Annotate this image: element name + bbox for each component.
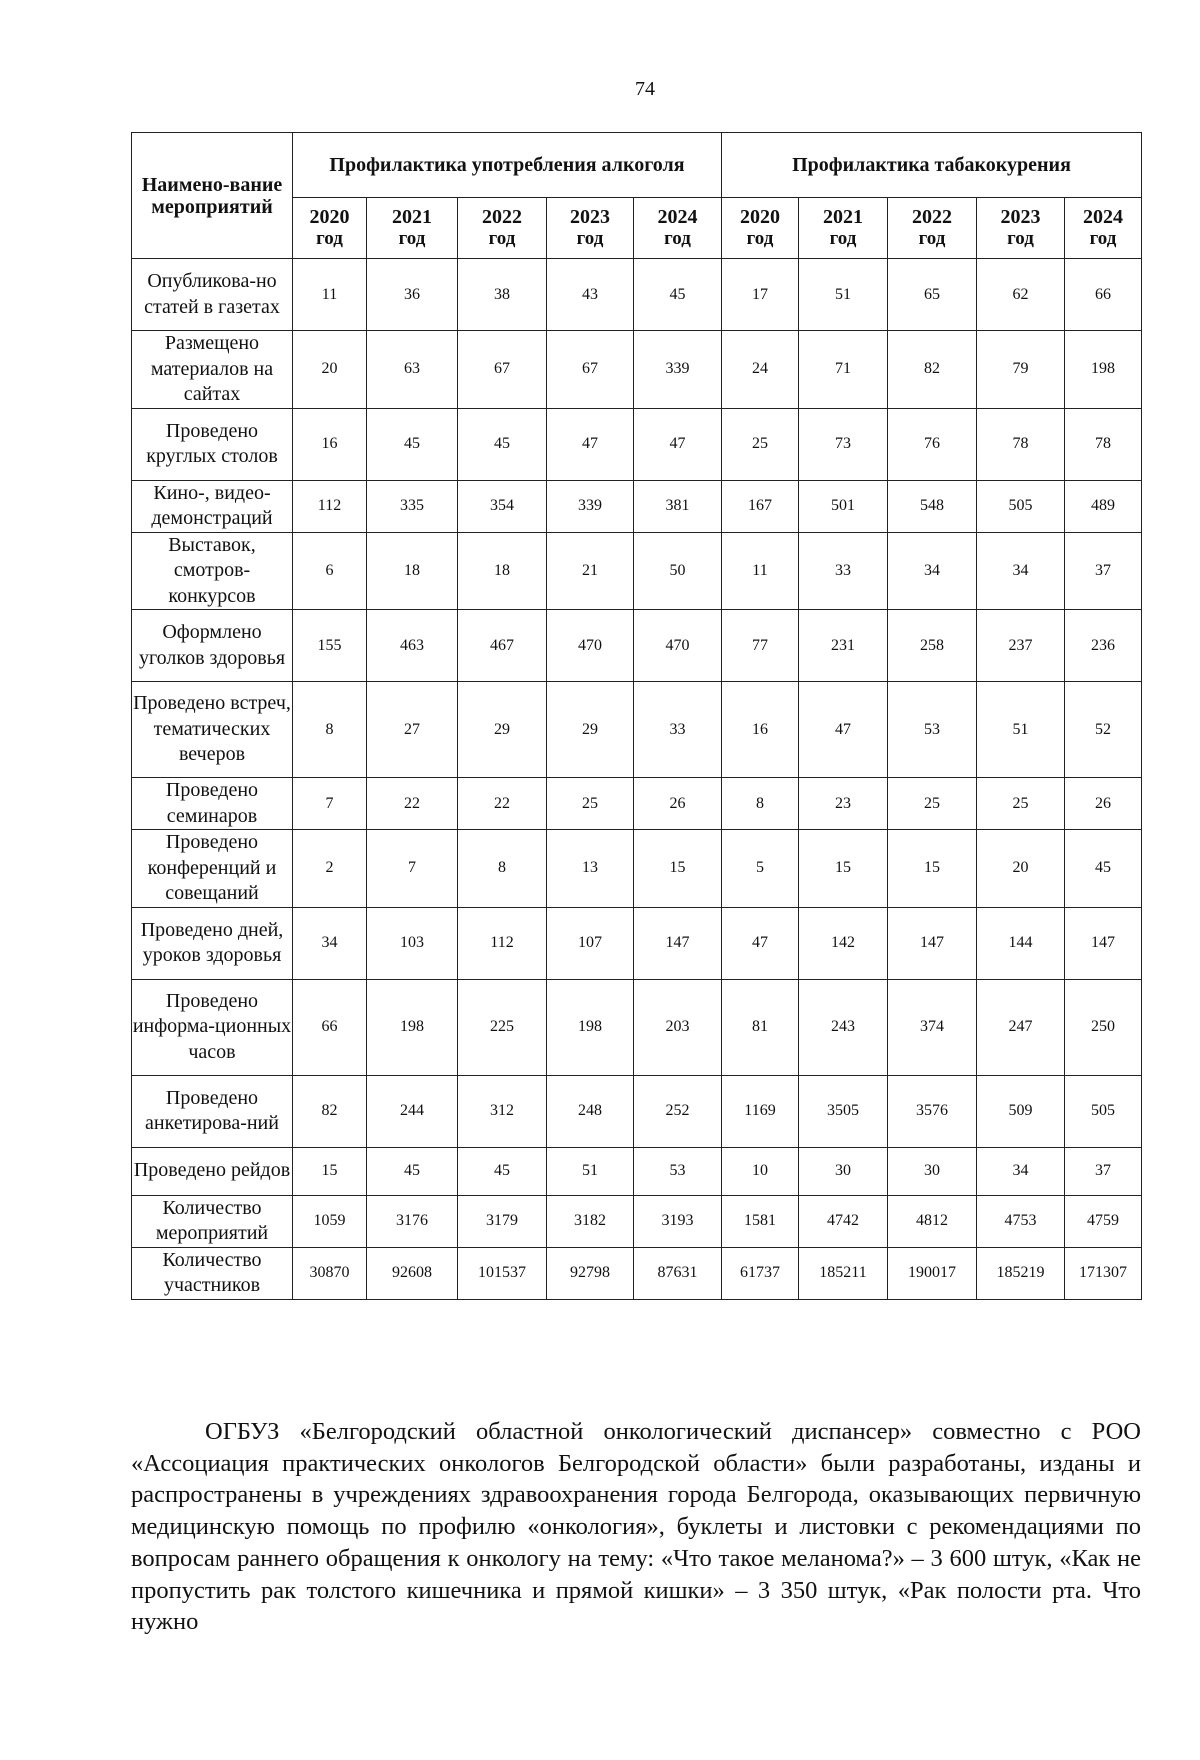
value-cell: 67	[547, 331, 634, 409]
value-cell: 312	[458, 1075, 547, 1147]
value-cell: 258	[888, 610, 977, 682]
value-cell: 467	[458, 610, 547, 682]
value-cell: 17	[722, 259, 799, 331]
table-row	[132, 1075, 1142, 1147]
year-header	[367, 198, 458, 259]
value-cell: 47	[547, 408, 634, 480]
year-header	[1065, 198, 1142, 259]
value-cell: 21	[547, 532, 634, 610]
value-cell: 43	[547, 259, 634, 331]
value-cell: 381	[634, 480, 722, 532]
value-cell: 47	[799, 682, 888, 778]
row-label: Опубликова-но статей в газетах	[132, 259, 293, 331]
value-cell: 236	[1065, 610, 1142, 682]
year-suffix: год	[829, 228, 857, 249]
value-cell: 45	[367, 408, 458, 480]
value-cell: 250	[1065, 979, 1142, 1075]
value-cell: 18	[367, 532, 458, 610]
value-cell: 252	[634, 1075, 722, 1147]
value-cell: 3193	[634, 1195, 722, 1247]
year-suffix: год	[664, 228, 691, 249]
year-header	[977, 198, 1065, 259]
table-row	[132, 408, 1142, 480]
value-cell: 71	[799, 331, 888, 409]
year-suffix: год	[918, 228, 946, 249]
value-cell: 34	[888, 532, 977, 610]
value-cell: 103	[367, 907, 458, 979]
value-cell: 37	[1065, 532, 1142, 610]
row-label: Проведено круглых столов	[132, 408, 293, 480]
value-cell: 171307	[1065, 1247, 1142, 1299]
value-cell: 62	[977, 259, 1065, 331]
value-cell: 505	[977, 480, 1065, 532]
year-value: 2022	[482, 206, 522, 228]
value-cell: 8	[458, 830, 547, 908]
value-cell: 147	[1065, 907, 1142, 979]
value-cell: 18	[458, 532, 547, 610]
table-row	[132, 331, 1142, 409]
value-cell: 13	[547, 830, 634, 908]
value-cell: 190017	[888, 1247, 977, 1299]
table-body	[132, 259, 1142, 1300]
value-cell: 354	[458, 480, 547, 532]
value-cell: 112	[458, 907, 547, 979]
value-cell: 25	[547, 778, 634, 830]
row-label: Выставок, смотров-конкурсов	[132, 532, 293, 610]
row-label: Количество мероприятий	[132, 1195, 293, 1247]
value-cell: 25	[722, 408, 799, 480]
value-cell: 185219	[977, 1247, 1065, 1299]
value-cell: 167	[722, 480, 799, 532]
value-cell: 73	[799, 408, 888, 480]
value-cell: 92798	[547, 1247, 634, 1299]
table-row	[132, 682, 1142, 778]
value-cell: 6	[293, 532, 367, 610]
year-value: 2022	[912, 206, 952, 228]
value-cell: 33	[634, 682, 722, 778]
table-row	[132, 830, 1142, 908]
value-cell: 244	[367, 1075, 458, 1147]
year-suffix: год	[746, 228, 774, 249]
value-cell: 4753	[977, 1195, 1065, 1247]
year-value: 2021	[823, 206, 863, 228]
year-suffix: год	[398, 228, 426, 249]
year-suffix: год	[1089, 228, 1117, 249]
value-cell: 231	[799, 610, 888, 682]
value-cell: 15	[634, 830, 722, 908]
value-cell: 3505	[799, 1075, 888, 1147]
value-cell: 45	[458, 408, 547, 480]
value-cell: 23	[799, 778, 888, 830]
value-cell: 25	[888, 778, 977, 830]
value-cell: 45	[634, 259, 722, 331]
value-cell: 2	[293, 830, 367, 908]
value-cell: 34	[977, 1147, 1065, 1195]
value-cell: 3182	[547, 1195, 634, 1247]
value-cell: 11	[293, 259, 367, 331]
value-cell: 29	[458, 682, 547, 778]
value-cell: 82	[888, 331, 977, 409]
value-cell: 509	[977, 1075, 1065, 1147]
value-cell: 3576	[888, 1075, 977, 1147]
value-cell: 20	[293, 331, 367, 409]
year-value: 2020	[309, 206, 350, 228]
value-cell: 112	[293, 480, 367, 532]
value-cell: 34	[293, 907, 367, 979]
year-header	[634, 198, 722, 259]
tobacco-group-header: Профилактика табакокурения	[722, 133, 1142, 198]
value-cell: 87631	[634, 1247, 722, 1299]
value-cell: 335	[367, 480, 458, 532]
row-label: Проведено встреч, тематических вечеров	[132, 682, 293, 778]
value-cell: 82	[293, 1075, 367, 1147]
value-cell: 4812	[888, 1195, 977, 1247]
row-label: Проведено семинаров	[132, 778, 293, 830]
value-cell: 374	[888, 979, 977, 1075]
year-header	[888, 198, 977, 259]
row-label: Кино-, видео-демонстраций	[132, 480, 293, 532]
value-cell: 7	[367, 830, 458, 908]
value-cell: 53	[888, 682, 977, 778]
row-label: Количество участников	[132, 1247, 293, 1299]
value-cell: 15	[799, 830, 888, 908]
table-row	[132, 259, 1142, 331]
value-cell: 30870	[293, 1247, 367, 1299]
value-cell: 185211	[799, 1247, 888, 1299]
year-header	[722, 198, 799, 259]
value-cell: 51	[799, 259, 888, 331]
row-label: Проведено конференций и совещаний	[132, 830, 293, 908]
year-suffix: год	[316, 228, 343, 249]
value-cell: 65	[888, 259, 977, 331]
value-cell: 247	[977, 979, 1065, 1075]
year-header	[458, 198, 547, 259]
table-row	[132, 1247, 1142, 1299]
name-column-header: Наимено-вание мероприятий	[132, 133, 293, 259]
value-cell: 16	[293, 408, 367, 480]
value-cell: 27	[367, 682, 458, 778]
value-cell: 198	[1065, 331, 1142, 409]
page-number: 74	[635, 78, 655, 100]
value-cell: 50	[634, 532, 722, 610]
value-cell: 45	[1065, 830, 1142, 908]
value-cell: 53	[634, 1147, 722, 1195]
value-cell: 470	[547, 610, 634, 682]
value-cell: 51	[977, 682, 1065, 778]
value-cell: 67	[458, 331, 547, 409]
value-cell: 1169	[722, 1075, 799, 1147]
table-row	[132, 480, 1142, 532]
value-cell: 78	[977, 408, 1065, 480]
year-suffix: год	[576, 228, 604, 249]
value-cell: 47	[722, 907, 799, 979]
row-label: Проведено анкетирова-ний	[132, 1075, 293, 1147]
value-cell: 155	[293, 610, 367, 682]
value-cell: 30	[799, 1147, 888, 1195]
row-label: Проведено дней, уроков здоровья	[132, 907, 293, 979]
value-cell: 4742	[799, 1195, 888, 1247]
value-cell: 63	[367, 331, 458, 409]
value-cell: 11	[722, 532, 799, 610]
value-cell: 142	[799, 907, 888, 979]
value-cell: 7	[293, 778, 367, 830]
value-cell: 76	[888, 408, 977, 480]
year-header	[799, 198, 888, 259]
year-value: 2020	[740, 206, 780, 228]
value-cell: 548	[888, 480, 977, 532]
value-cell: 339	[547, 480, 634, 532]
value-cell: 107	[547, 907, 634, 979]
value-cell: 22	[458, 778, 547, 830]
table-row	[132, 907, 1142, 979]
value-cell: 3179	[458, 1195, 547, 1247]
year-value: 2021	[392, 206, 432, 228]
table-row	[132, 979, 1142, 1075]
value-cell: 26	[1065, 778, 1142, 830]
body-text	[131, 1416, 1141, 1638]
year-value: 2024	[1083, 206, 1124, 228]
row-label: Проведено рейдов	[132, 1147, 293, 1195]
value-cell: 339	[634, 331, 722, 409]
value-cell: 470	[634, 610, 722, 682]
value-cell: 501	[799, 480, 888, 532]
value-cell: 198	[547, 979, 634, 1075]
value-cell: 61737	[722, 1247, 799, 1299]
value-cell: 20	[977, 830, 1065, 908]
value-cell: 147	[888, 907, 977, 979]
value-cell: 243	[799, 979, 888, 1075]
row-label: Проведено информа-ционных часов	[132, 979, 293, 1075]
year-header	[293, 198, 367, 259]
table-row	[132, 1195, 1142, 1247]
value-cell: 38	[458, 259, 547, 331]
year-value: 2023	[570, 206, 610, 228]
table-row	[132, 532, 1142, 610]
value-cell: 51	[547, 1147, 634, 1195]
value-cell: 92608	[367, 1247, 458, 1299]
value-cell: 26	[634, 778, 722, 830]
value-cell: 79	[977, 331, 1065, 409]
value-cell: 5	[722, 830, 799, 908]
value-cell: 81	[722, 979, 799, 1075]
value-cell: 16	[722, 682, 799, 778]
row-label: Размещено материалов на сайтах	[132, 331, 293, 409]
table-row	[132, 1147, 1142, 1195]
year-suffix: год	[488, 228, 516, 249]
value-cell: 66	[293, 979, 367, 1075]
year-value: 2024	[657, 206, 698, 228]
value-cell: 489	[1065, 480, 1142, 532]
value-cell: 1581	[722, 1195, 799, 1247]
value-cell: 1059	[293, 1195, 367, 1247]
value-cell: 29	[547, 682, 634, 778]
value-cell: 237	[977, 610, 1065, 682]
value-cell: 505	[1065, 1075, 1142, 1147]
value-cell: 198	[367, 979, 458, 1075]
value-cell: 30	[888, 1147, 977, 1195]
value-cell: 8	[293, 682, 367, 778]
value-cell: 47	[634, 408, 722, 480]
value-cell: 22	[367, 778, 458, 830]
paragraph: ОГБУЗ «Белгородский областной онкологический диспансер» совместно с РОО «Ассоциация практических онкологов Белгородской области» были разработаны, изданы и распространены в учреждениях здравоохранения города Белгорода, оказывающих первичную медицинскую помощь по профилю «онкология», буклеты и листовки с рекомендациями по вопросам раннего обращения к онкологу на тему: «Что такое меланома?» – 3 600 штук, «Как не пропустить рак толстого кишечника и прямой кишки» – 3 350 штук, «Рак полости рта. Что нужно	[131, 1418, 1141, 1636]
value-cell: 15	[293, 1147, 367, 1195]
value-cell: 24	[722, 331, 799, 409]
value-cell: 36	[367, 259, 458, 331]
value-cell: 45	[367, 1147, 458, 1195]
prevention-table	[131, 132, 1142, 1300]
value-cell: 52	[1065, 682, 1142, 778]
value-cell: 77	[722, 610, 799, 682]
value-cell: 4759	[1065, 1195, 1142, 1247]
value-cell: 463	[367, 610, 458, 682]
value-cell: 34	[977, 532, 1065, 610]
table-row	[132, 778, 1142, 830]
value-cell: 8	[722, 778, 799, 830]
value-cell: 45	[458, 1147, 547, 1195]
year-value: 2023	[1000, 206, 1041, 228]
value-cell: 3176	[367, 1195, 458, 1247]
alcohol-group-header: Профилактика употребления алкоголя	[293, 133, 722, 198]
value-cell: 248	[547, 1075, 634, 1147]
value-cell: 101537	[458, 1247, 547, 1299]
value-cell: 225	[458, 979, 547, 1075]
year-header	[547, 198, 634, 259]
value-cell: 33	[799, 532, 888, 610]
value-cell: 66	[1065, 259, 1142, 331]
value-cell: 37	[1065, 1147, 1142, 1195]
value-cell: 15	[888, 830, 977, 908]
value-cell: 78	[1065, 408, 1142, 480]
value-cell: 25	[977, 778, 1065, 830]
row-label: Оформлено уголков здоровья	[132, 610, 293, 682]
value-cell: 144	[977, 907, 1065, 979]
value-cell: 203	[634, 979, 722, 1075]
value-cell: 147	[634, 907, 722, 979]
year-suffix: год	[1007, 228, 1034, 249]
table-row	[132, 610, 1142, 682]
value-cell: 10	[722, 1147, 799, 1195]
